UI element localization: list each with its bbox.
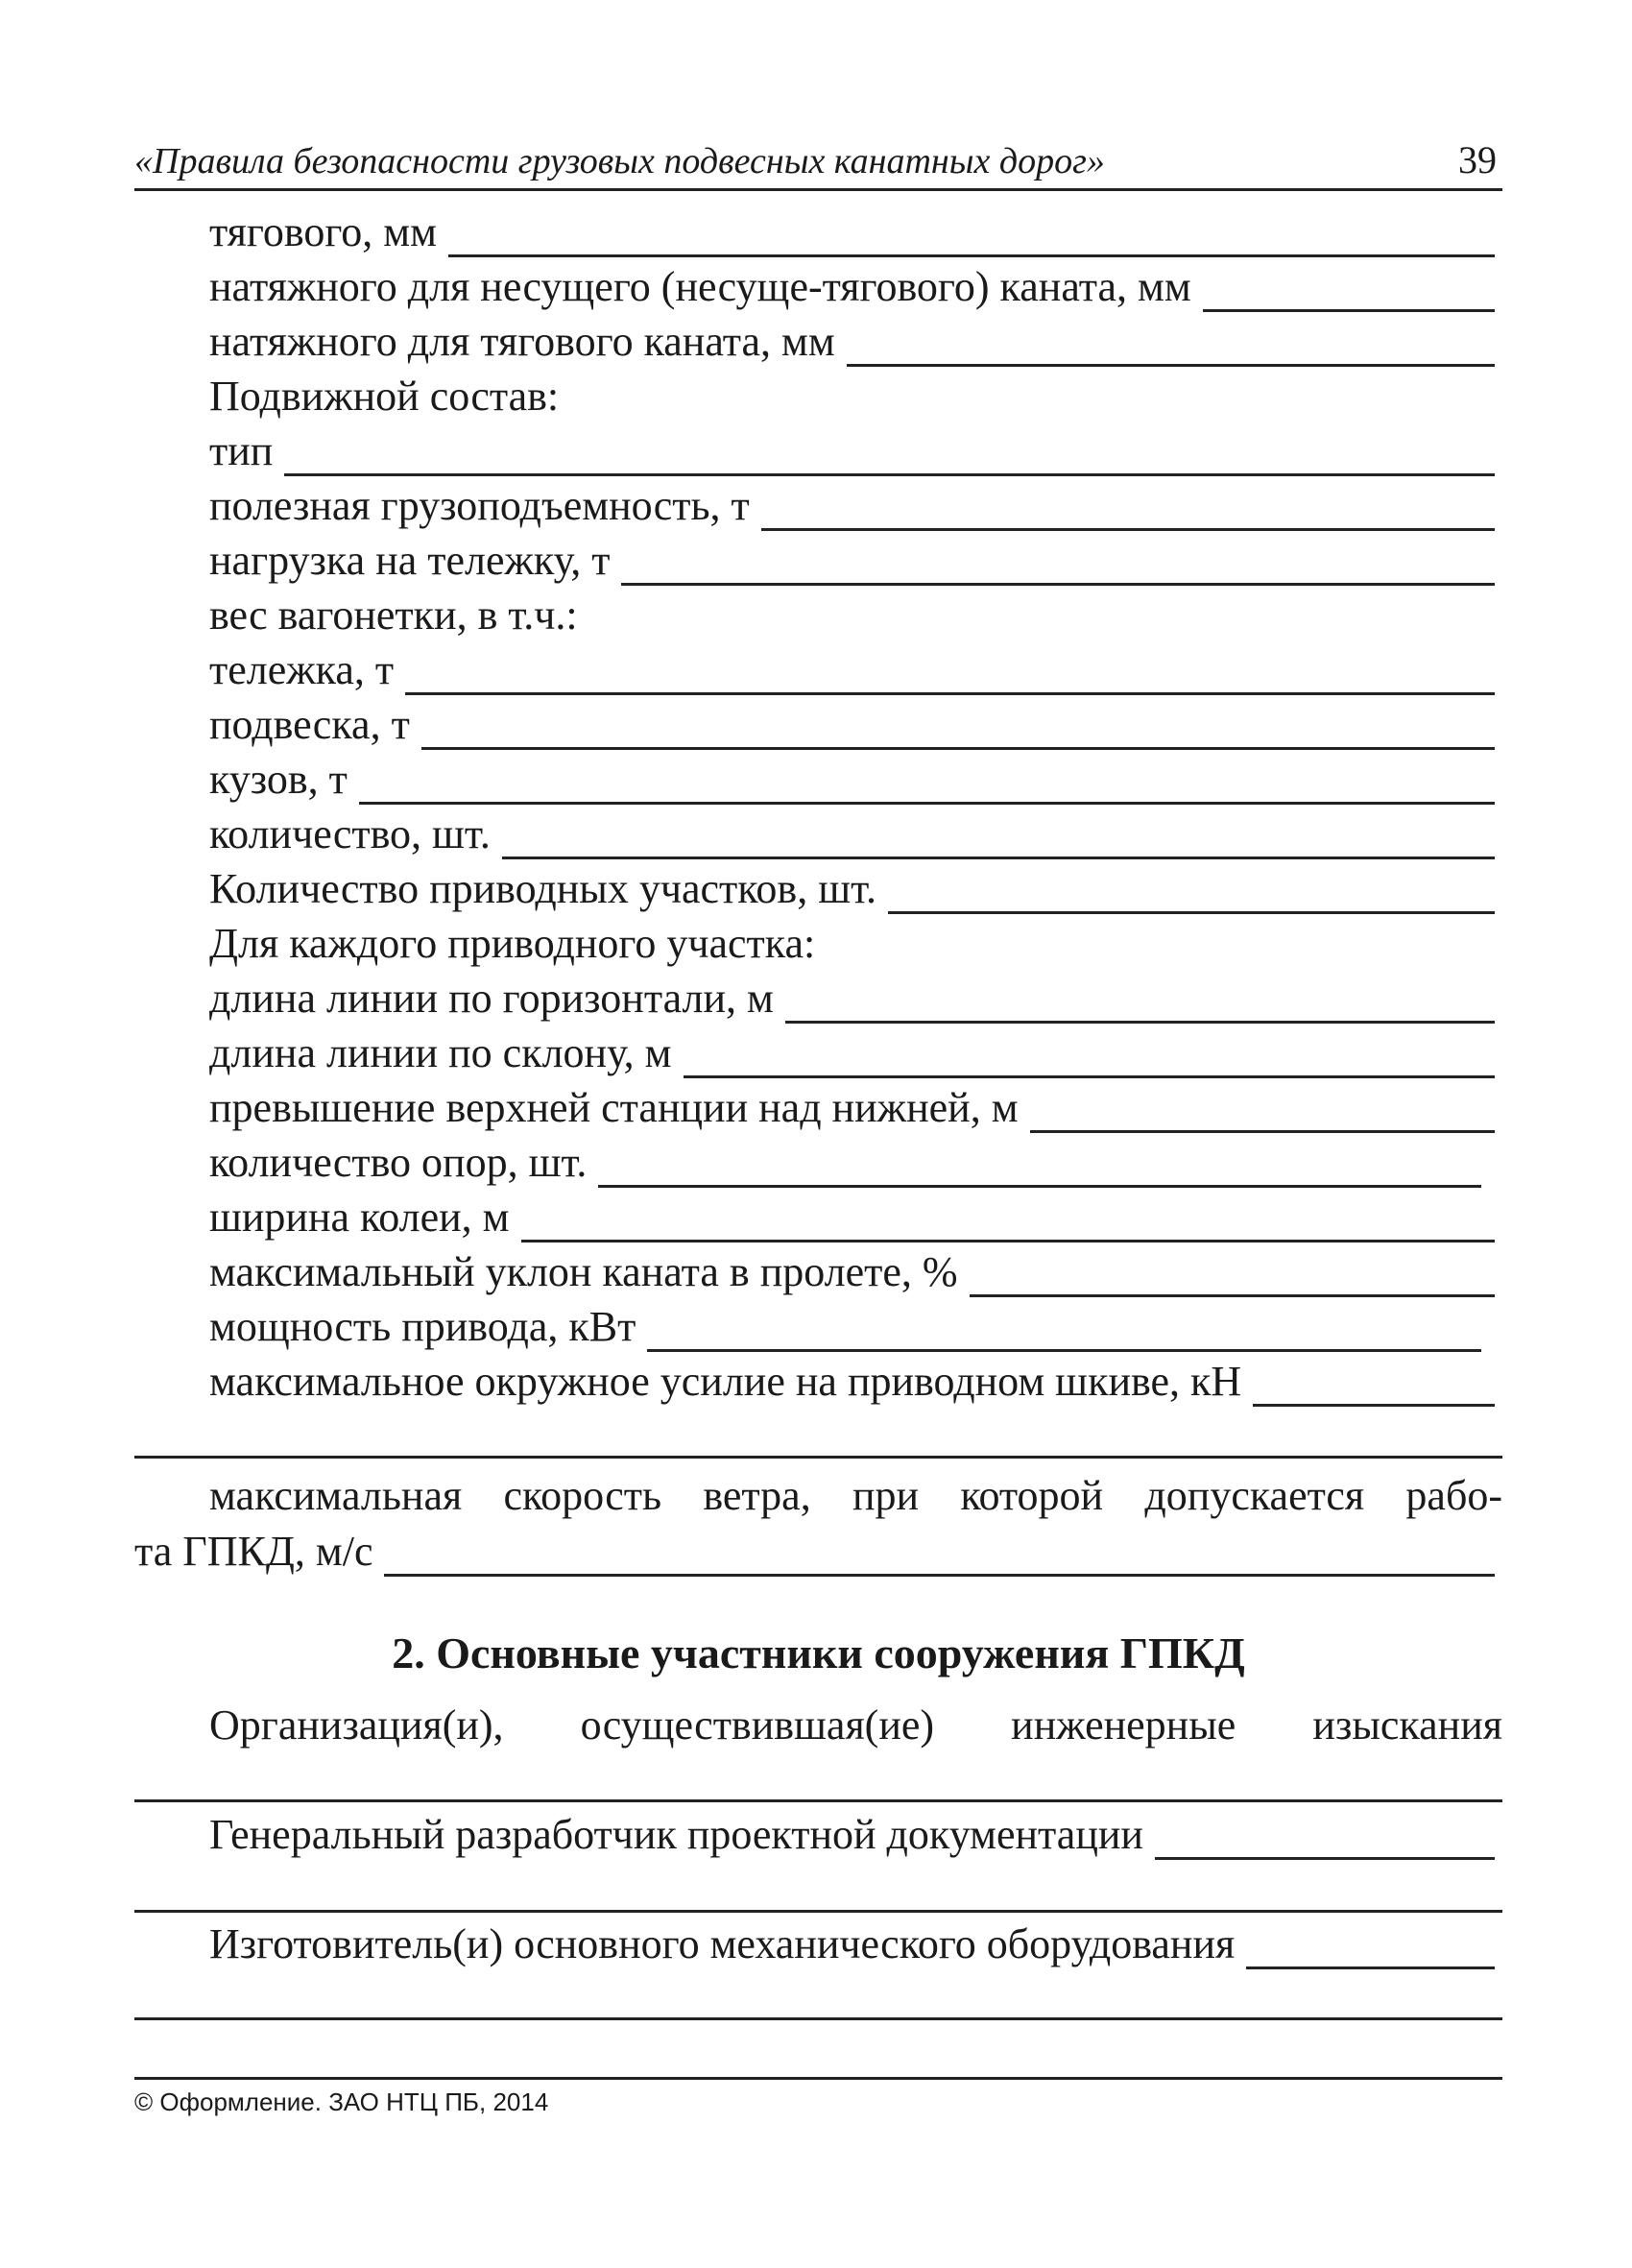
blank-line xyxy=(134,1910,1502,1913)
blank-line xyxy=(448,254,1495,257)
section-heading: 2. Основные участники сооружения ГПКД xyxy=(392,1629,1245,1677)
footer-rule xyxy=(134,2077,1502,2080)
blank-line xyxy=(888,911,1495,914)
running-header xyxy=(134,134,1502,191)
blank-line xyxy=(359,802,1495,805)
field-drive-power: мощность привода, кВт xyxy=(209,1306,1481,1348)
field-max-peripheral-force: максимальное окружное усилие на приводном шкиве, кН xyxy=(209,1361,1495,1403)
blank-line xyxy=(405,692,1495,695)
field-max-rope-slope: максимальный уклон каната в пролете, % xyxy=(209,1251,1495,1293)
field-type: тип xyxy=(209,430,1495,472)
field-equipment-manufacturer: Изготовитель(и) основного механического оборудования xyxy=(209,1923,1495,1966)
field-drive-sections-count: Количество приводных участков, шт. xyxy=(209,868,1495,910)
field-payload: полезная грузоподъемность, т xyxy=(209,485,1495,527)
blank-line xyxy=(1246,1966,1495,1969)
blank-line xyxy=(847,364,1495,367)
blank-line xyxy=(621,583,1495,586)
blank-line xyxy=(384,1574,1495,1577)
wagon-weight-label: вес вагонетки, в т.ч.: xyxy=(209,591,578,639)
field-trolley-weight: тележка, т xyxy=(209,649,1495,691)
blank-line xyxy=(647,1349,1481,1352)
field-trolley-load: нагрузка на тележку, т xyxy=(209,540,1495,582)
blank-line xyxy=(1155,1857,1495,1860)
field-general-developer: Генеральный разработчик проектной документации xyxy=(209,1814,1495,1856)
field-suspension-weight: подвеска, т xyxy=(209,704,1495,746)
header-title: «Правила безопасности грузовых подвесных канатных дорог» xyxy=(134,141,1105,181)
blank-line xyxy=(1030,1130,1495,1133)
blank-line xyxy=(421,747,1495,750)
blank-line xyxy=(134,1456,1502,1459)
blank-line xyxy=(970,1294,1495,1297)
field-station-elevation: превышение верхней станции над нижней, м xyxy=(209,1087,1495,1129)
page-number: 39 xyxy=(1458,138,1497,181)
rolling-stock-label: Подвижной состав: xyxy=(209,373,560,420)
copyright-footer: © Оформление. ЗАО НТЦ ПБ, 2014 xyxy=(134,2087,549,2116)
field-support-count: количество опор, шт. xyxy=(209,1142,1481,1184)
field-carrying-rope-tensioner: натяжного для несущего (несуще-тягового) каната, мм xyxy=(209,266,1495,308)
blank-line xyxy=(521,1240,1496,1243)
field-quantity: количество, шт. xyxy=(209,813,1495,856)
blank-line xyxy=(1203,309,1495,312)
field-max-wind-speed: та ГПКД, м/с xyxy=(134,1531,1495,1573)
blank-line xyxy=(785,1021,1495,1024)
blank-line xyxy=(598,1185,1481,1188)
field-traction-tensioner: тягового, мм xyxy=(209,211,1495,253)
drive-section-label: Для каждого приводного участка: xyxy=(209,920,816,967)
blank-line xyxy=(1253,1404,1495,1407)
field-body-weight: кузов, т xyxy=(209,759,1495,801)
blank-line xyxy=(761,528,1495,531)
blank-line xyxy=(134,1799,1502,1802)
field-track-width: ширина колеи, м xyxy=(209,1196,1495,1239)
blank-line xyxy=(284,473,1495,476)
field-traction-rope-tensioner: натяжного для тягового каната, мм xyxy=(209,321,1495,363)
field-horizontal-length: длина линии по горизонтали, м xyxy=(209,977,1495,1020)
org-survey-label: Организация(и), осуществившая(ие) инженерные изыскания xyxy=(209,1701,1502,1749)
field-slope-length: длина линии по склону, м xyxy=(209,1032,1495,1074)
blank-line xyxy=(134,2017,1502,2020)
wind-speed-line1: максимальная скорость ветра, при которой допускается рабо- xyxy=(209,1472,1502,1519)
blank-line xyxy=(684,1075,1495,1078)
blank-line xyxy=(502,857,1495,859)
